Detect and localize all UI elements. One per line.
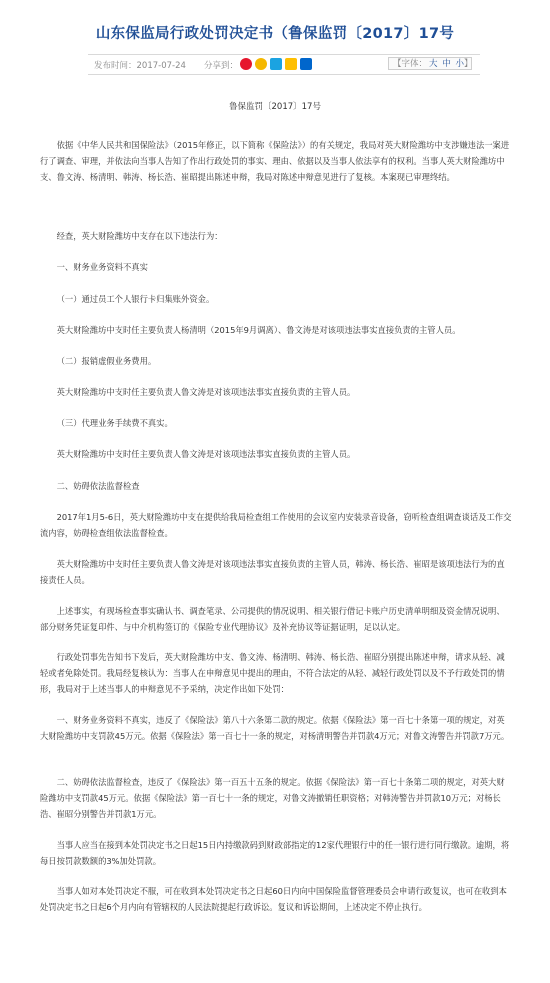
paragraph-evidence: 上述事实，有现场检查事实确认书、调查笔录、公司提供的情况说明、相关银行借记卡账户历史清单明细及资金情况说明、部分财务凭证复印件、与中介机构签订的《保险专业代理协议》及补充协议等证据证明，足以认定。 [40,606,505,632]
section-heading-1: 一、财务业务资料不真实 [56,262,148,272]
paragraph-penalty-1: 一、财务业务资料不真实，违反了《保险法》第八十六条第二款的规定。依据《保险法》第一百七十条第一项的规定，对英大财险潍坊中支罚款45万元。依据《保险法》第一百七十一条的规定，对杨清明警告并罚款4万元；对鲁文涛警告并罚款7万元。 [40,715,510,741]
paragraph-appeal: 当事人如对本处罚决定不服，可在收到本处罚决定书之日起60日内向中国保险监督管理委员会申请行政复议，也可在收到本处罚决定书之日起6个月内向有管辖权的人民法院提起行政诉讼。复议和诉讼期间，上述决定不停止执行。 [40,886,507,912]
paragraph-responsible-3: 英大财险潍坊中支时任主要负责人鲁文涛是对该项违法事实直接负责的主管人员。 [56,449,356,459]
tencent-weibo-icon[interactable] [270,58,282,70]
paragraph-review: 行政处罚事先告知书下发后，英大财险潍坊中支、鲁文涛、杨清明、韩涛、杨长浩、崔昭分别提出陈述申辩，请求从轻、减轻或者免除处罚。我局经复核认为：当事人在申辩意见中提出的理由，不符合法定的从轻、减轻行政处罚以及不予行政处罚的情形，我局对于上述当事人的申辩意见不予采纳，决定作出如下处罚： [40,652,505,694]
share-icons [240,58,315,70]
font-size-label: 【字体： [393,59,428,69]
weibo-icon[interactable] [240,58,252,70]
paragraph-findings: 经查，英大财险潍坊中支存在以下违法行为： [56,231,223,241]
paragraph-responsible-2: 英大财险潍坊中支时任主要负责人鲁文涛是对该项违法事实直接负责的主管人员。 [56,387,356,397]
qzone-alt-icon[interactable] [285,58,297,70]
paragraph-penalty-2: 二、妨碍依法监督检查，违反了《保险法》第一百五十五条的规定。依据《保险法》第一百七十条第二项的规定，对英大财险潍坊中支罚款45万元。依据《保险法》第一百七十一条的规定，对鲁文涛撤销任职资格；对韩涛警告并罚款10万元；对杨长浩、崔昭分别警告并罚款1万元。 [40,777,505,819]
renren-icon[interactable] [300,58,312,70]
publish-date: 发布时间：2017-07-24 [94,61,186,71]
subsection-1-3: （三）代理业务手续费不真实。 [56,418,173,428]
share-label: 分享到： [204,61,239,71]
font-size-end: 】 [463,59,473,69]
page-title: 山东保监局行政处罚决定书（鲁保监罚〔2017〕17号 [95,26,455,42]
meta-bar [88,54,480,75]
paragraph-payment: 当事人应当在接到本处罚决定书之日起15日内持缴款码到财政部指定的12家代理银行中的任一银行进行同行缴款。逾期，将每日按罚款数额的3%加处罚款。 [40,840,510,866]
font-large-link[interactable]: 大 [429,59,438,69]
font-small-link[interactable]: 小 [455,59,464,69]
font-medium-link[interactable]: 中 [442,59,451,69]
section-heading-2: 二、妨碍依法监督检查 [56,481,140,491]
subsection-1-1: （一）通过员工个人银行卡归集账外资金。 [56,294,215,304]
paragraph-obstruction: 2017年1月5-6日，英大财险潍坊中支在提供给我局检查组工作使用的会议室内安装录音设备，窃听检查组调查谈话及工作交流内容，妨碍检查组依法监督检查。 [40,512,512,538]
font-size-control [388,57,472,70]
document-number: 鲁保监罚〔2017〕17号 [229,102,321,112]
paragraph-intro: 依据《中华人民共和国保险法》（2015年修正，以下简称《保险法》）的有关规定，我局对英大财险潍坊中支涉嫌违法一案进行了调查、审理，并依法向当事人告知了作出行政处罚的事实、理由、依据以及当事人依法享有的权利。当事人英大财险潍坊中支、鲁文涛、杨清明、韩涛、杨长浩、崔昭提出陈述申辩，我局对陈述申辩意见进行了复核。本案现已审理终结。 [40,140,510,182]
subsection-1-2: （二）报销虚假业务费用。 [56,356,157,366]
qzone-icon[interactable] [255,58,267,70]
paragraph-responsible-4: 英大财险潍坊中支时任主要负责人鲁文涛是对该项违法事实直接负责的主管人员，韩涛、杨长浩、崔昭是该项违法行为的直接责任人员。 [40,559,505,585]
paragraph-responsible-1: 英大财险潍坊中支时任主要负责人杨清明（2015年9月调离）、鲁文涛是对该项违法事实直接负责的主管人员。 [56,325,461,335]
